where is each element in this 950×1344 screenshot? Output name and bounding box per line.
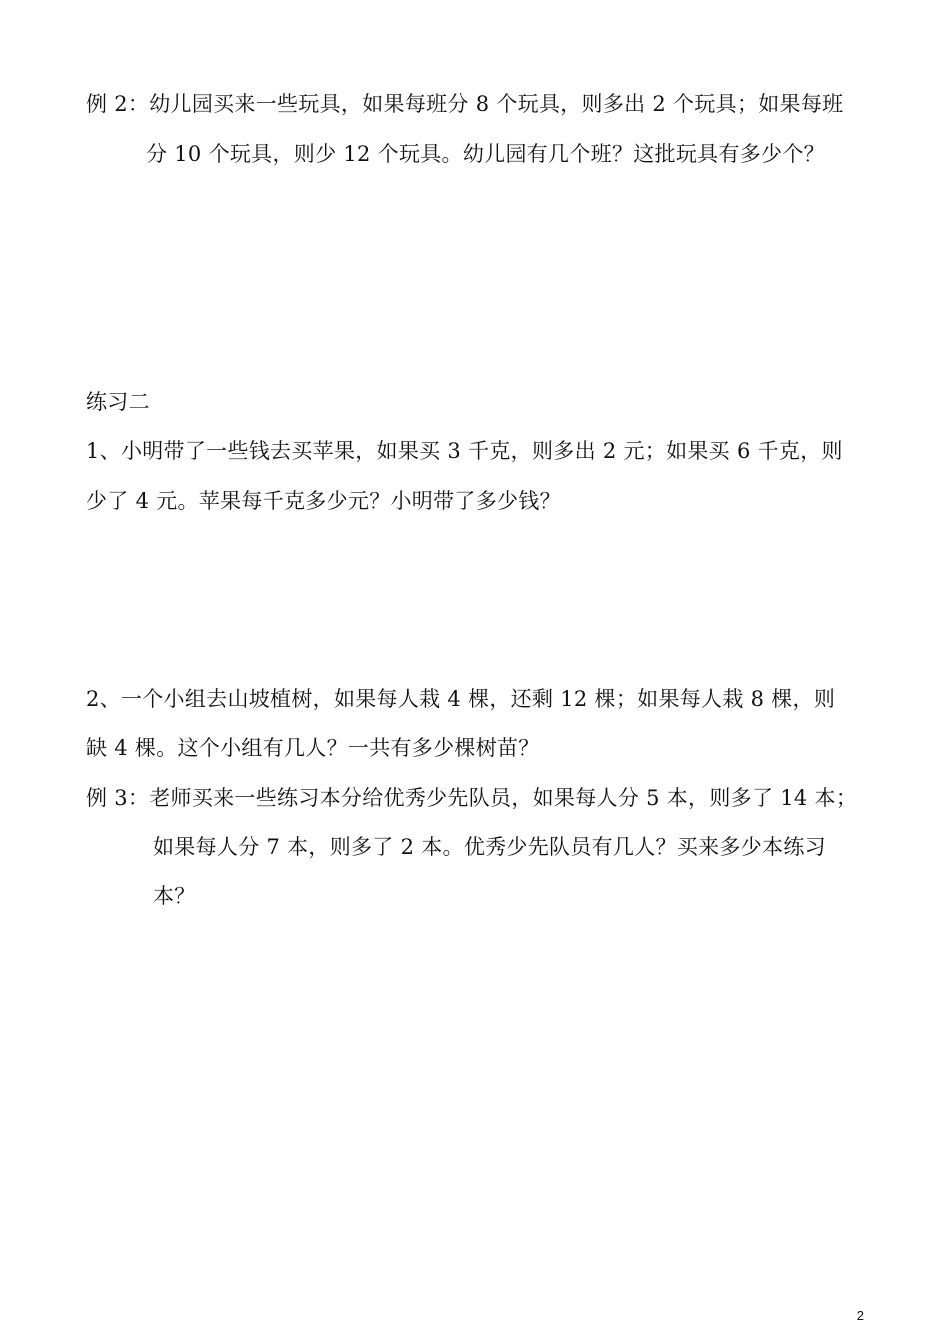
practice2-q1-line2: 少了 4 元。苹果每千克多少元？小明带了多少钱？ (86, 489, 561, 513)
practice2-q2-line2: 缺 4 棵。这个小组有几人？一共有多少棵树苗？ (86, 736, 540, 760)
example3-line3: 本？ (153, 884, 196, 908)
example2-line1: 例 2：幼儿园买来一些玩具，如果每班分 8 个玩具，则多出 2 个玩具；如果每班 (86, 92, 844, 116)
practice2-heading: 练习二 (86, 390, 150, 414)
practice2-q2-line1: 2、一个小组去山坡植树，如果每人栽 4 棵，还剩 12 棵；如果每人栽 8 棵，则 (86, 687, 836, 711)
example3-line1: 例 3：老师买来一些练习本分给优秀少先队员，如果每人分 5 本，则多了 14 本； (86, 786, 858, 810)
example2-line2: 分 10 个玩具，则少 12 个玩具。幼儿园有几个班？这批玩具有多少个？ (146, 142, 825, 166)
page-number: 2 (856, 1308, 864, 1323)
practice2-q1-line1: 1、小明带了一些钱去买苹果，如果买 3 千克，则多出 2 元；如果买 6 千克，则 (86, 439, 843, 463)
example3-line2: 如果每人分 7 本，则多了 2 本。优秀少先队员有几人？买来多少本练习 (153, 835, 826, 859)
